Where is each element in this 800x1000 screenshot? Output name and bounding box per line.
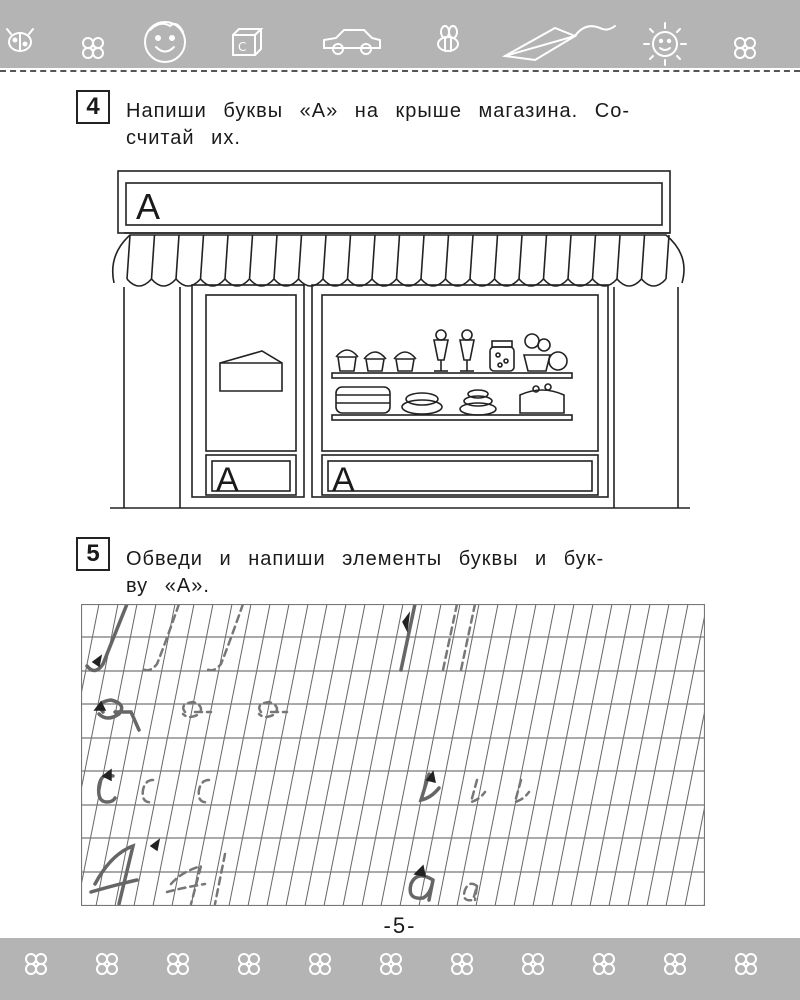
model-small-a [410, 876, 433, 900]
macarons-icon [402, 390, 496, 415]
cupcakes-icon [336, 350, 416, 371]
model-letter-c [99, 775, 115, 802]
candy-jar-icon [490, 341, 514, 371]
door-sign-letter: А [216, 461, 239, 499]
footer-band [0, 938, 800, 1000]
flower-icon [168, 954, 188, 974]
car-icon [324, 30, 380, 54]
task-5-text-line-2: ву «А». [126, 575, 210, 597]
window-sign-letter: А [332, 461, 355, 499]
task-4-number: 4 [76, 90, 110, 124]
flower-icon [594, 954, 614, 974]
flower-icon [26, 954, 46, 974]
flower-icon [736, 954, 756, 974]
header-band [0, 0, 800, 68]
flower-icon [735, 38, 755, 58]
flower-icon [83, 38, 103, 58]
lollipops-icon [524, 334, 567, 371]
ice-cream-cups-icon [434, 330, 474, 371]
flower-icon [665, 954, 685, 974]
flower-icon [97, 954, 117, 974]
svg-text:C: C [238, 40, 247, 54]
header-icons [0, 0, 800, 68]
roof-sign-letter: А [136, 186, 161, 227]
page-number: -5- [383, 913, 417, 938]
header-dashed-border [0, 70, 800, 72]
flower-icon [452, 954, 472, 974]
kite-icon [505, 26, 615, 60]
task-4-text-line-1: Напиши буквы «А» на крыше магазина. Со- [126, 100, 630, 122]
shop-illustration [100, 165, 700, 520]
flower-icon [239, 954, 259, 974]
shop-drawing [100, 165, 700, 515]
bee-icon [438, 26, 458, 51]
task-5-text-line-1: Обведи и напиши элементы буквы и бук- [126, 548, 605, 570]
round-cake-icon [520, 384, 564, 413]
roof-sign-frame [126, 183, 662, 225]
handwriting-grid [81, 604, 705, 911]
task-5-number: 5 [76, 537, 110, 571]
task-4-text-line-2: считай их. [126, 127, 241, 149]
oblique-lined-grid[interactable] [81, 604, 705, 906]
flower-icon [523, 954, 543, 974]
toy-block-icon [233, 29, 261, 55]
sun-icon [644, 23, 686, 65]
ladybug-icon [7, 29, 33, 51]
footer-flowers [0, 938, 800, 1000]
flower-icon [310, 954, 330, 974]
layer-cake-icon [336, 387, 390, 413]
flower-icon [381, 954, 401, 974]
smiling-face-icon [145, 22, 185, 62]
